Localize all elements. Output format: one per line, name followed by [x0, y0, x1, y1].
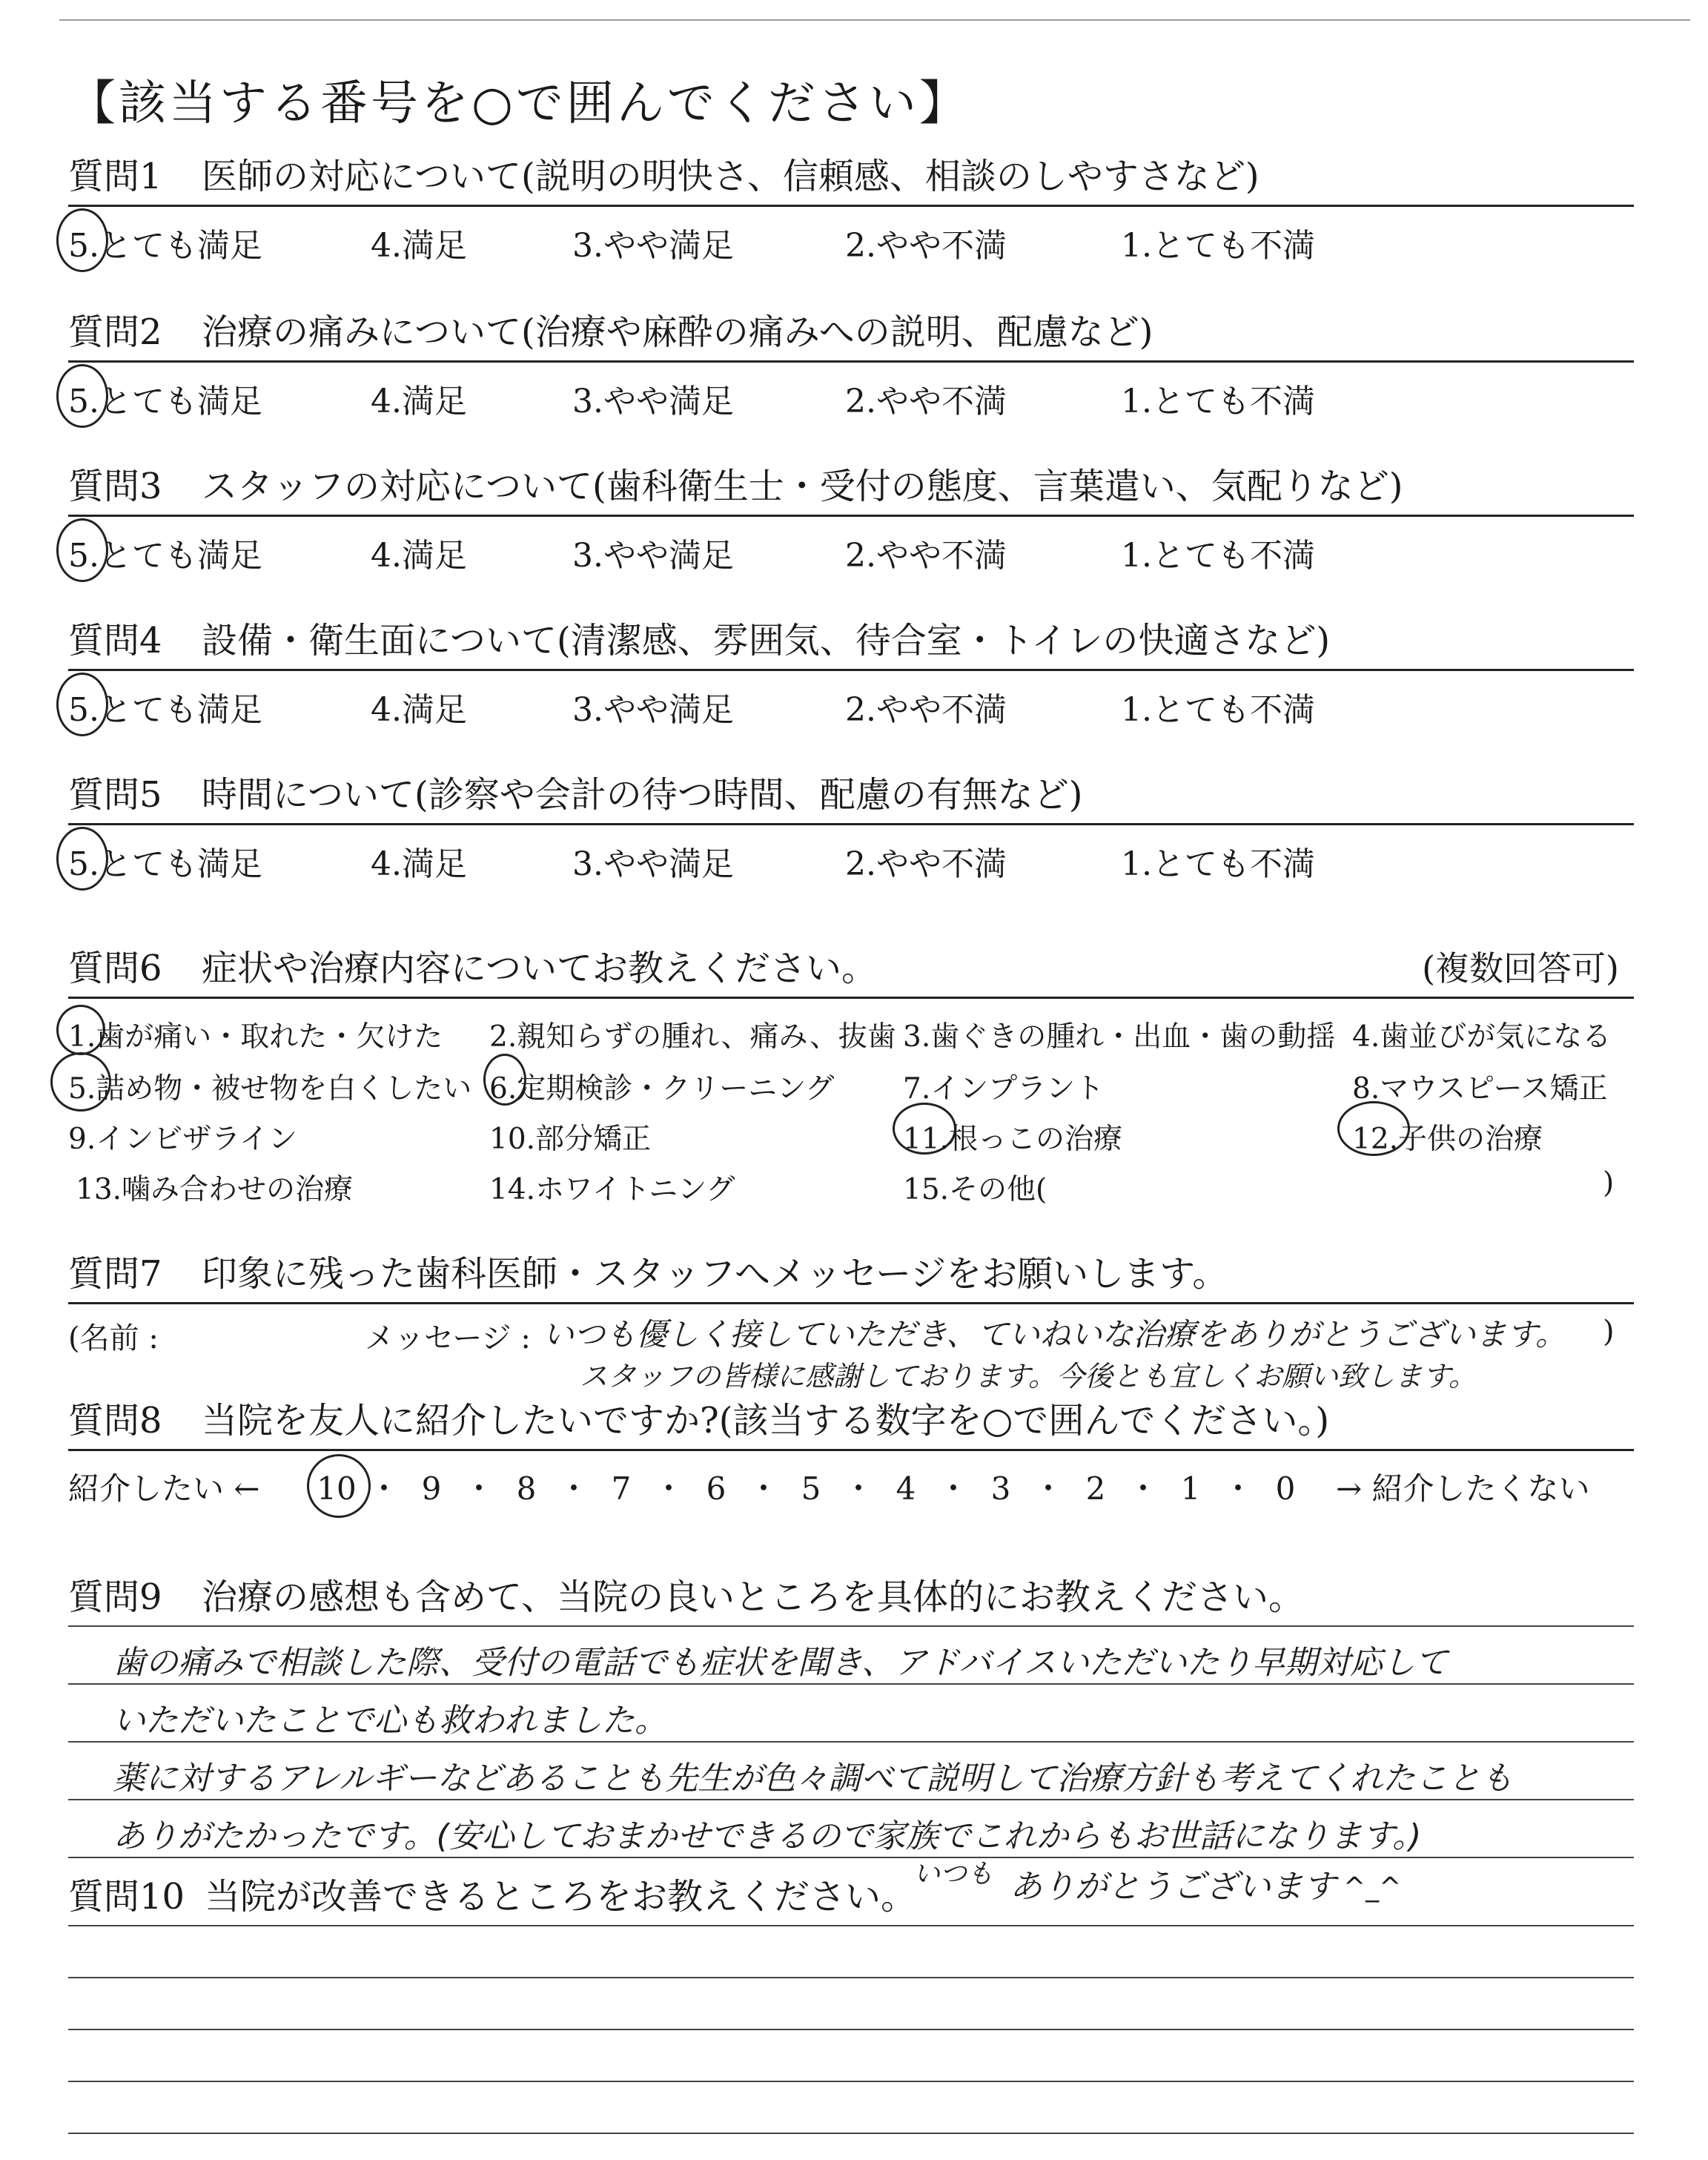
- option-10[interactable]: 10.部分矯正: [489, 1123, 652, 1156]
- answer-line: [68, 2081, 1634, 2082]
- scale-6[interactable]: 6: [706, 1470, 726, 1507]
- option-5[interactable]: 5.とても満足: [68, 691, 262, 729]
- answer-line: [68, 1799, 1634, 1800]
- handwritten-prefix: いつも: [913, 1859, 994, 1889]
- option-5[interactable]: 5.とても満足: [68, 383, 262, 420]
- question-header: [68, 304, 1634, 363]
- answer-lines: [68, 1925, 1634, 2147]
- answer-line: [68, 1857, 1634, 1858]
- option-3[interactable]: 3.やや満足: [572, 845, 734, 883]
- answer-line: [68, 1683, 1634, 1685]
- answer-line: [68, 1977, 1634, 1978]
- scale-9[interactable]: 9: [421, 1470, 442, 1507]
- scale-dot: ・: [1032, 1470, 1064, 1507]
- rating-options: [68, 207, 1634, 265]
- option-14[interactable]: 14.ホワイトニング: [489, 1173, 735, 1206]
- question-header: [68, 940, 1634, 999]
- option-1[interactable]: 1.とても不満: [1121, 537, 1315, 575]
- rating-options: [68, 825, 1634, 883]
- question-10: [68, 1859, 1634, 2147]
- scale-dot: ・: [557, 1470, 589, 1507]
- option-7[interactable]: 7.インプラント: [903, 1072, 1105, 1106]
- recommend-right-label: → 紹介したくない: [1336, 1470, 1590, 1507]
- question-7: [68, 1246, 1634, 1393]
- answer-line: [68, 1925, 1634, 1926]
- name-label: (名前 :: [68, 1321, 159, 1355]
- option-3[interactable]: 3.やや満足: [572, 537, 734, 575]
- option-5[interactable]: 5.詰め物・被せ物を白くしたい: [68, 1072, 472, 1106]
- recommend-scale: [68, 1451, 1634, 1518]
- scale-dot: ・: [747, 1470, 779, 1507]
- handwritten-message-line2: スタッフの皆様に感謝しております。今後とも宜しくお願い致します。: [580, 1360, 1477, 1393]
- question-header: [68, 767, 1634, 825]
- handwritten-thanks: ありがとうございます: [1010, 1868, 1336, 1906]
- option-5[interactable]: 5.とても満足: [68, 845, 262, 883]
- handwritten-message-line1: いつも優しく接していただき、ていねいな治療をありがとうございます。: [543, 1316, 1566, 1353]
- question-number: 質問8: [68, 1400, 162, 1441]
- option-15[interactable]: 15.その他(: [903, 1173, 1047, 1206]
- recommend-left-label: 紹介したい ←: [68, 1470, 260, 1507]
- option-8[interactable]: 8.マウスピース矯正: [1352, 1072, 1608, 1106]
- question-text: 印象に残った歯科医師・スタッフへメッセージをお願いします。: [202, 1253, 1228, 1295]
- message-area: [68, 1304, 1634, 1393]
- scale-0[interactable]: 0: [1275, 1470, 1296, 1507]
- question-3: [68, 458, 1634, 575]
- question-header: [68, 1246, 1634, 1304]
- question-number: 質問10: [68, 1876, 185, 1918]
- page-title: 【該当する番号を○で囲んでください】: [68, 76, 970, 131]
- rating-options: [68, 517, 1634, 575]
- question-header: [68, 1569, 1634, 1625]
- scale-3[interactable]: 3: [990, 1470, 1011, 1507]
- option-4[interactable]: 4.満足: [371, 383, 467, 420]
- question-text: 症状や治療内容についてお教えください。: [202, 948, 878, 989]
- question-text: 時間について(診察や会計の待つ時間、配慮の有無など): [202, 774, 1083, 816]
- option-6[interactable]: 6.定期検診・クリーニング: [489, 1072, 835, 1106]
- question-number: 質問9: [68, 1576, 162, 1618]
- option-2[interactable]: 2.やや不満: [845, 537, 1007, 575]
- answer-line: [68, 2029, 1634, 2030]
- page-top-rule: [59, 19, 1690, 21]
- option-2[interactable]: 2.やや不満: [845, 227, 1007, 265]
- other-close-paren: ): [1603, 1166, 1615, 1200]
- question-number: 質問3: [68, 466, 162, 507]
- option-4[interactable]: 4.満足: [371, 537, 467, 575]
- option-3[interactable]: 3.やや満足: [572, 383, 734, 420]
- scale-dot: ・: [1127, 1470, 1159, 1507]
- option-2[interactable]: 2.やや不満: [845, 845, 1007, 883]
- option-1[interactable]: 1.とても不満: [1121, 691, 1315, 729]
- scale-dot: ・: [937, 1470, 969, 1507]
- symptom-options: [68, 999, 1634, 1221]
- question-text: 治療の痛みについて(治療や麻酔の痛みへの説明、配慮など): [202, 311, 1153, 353]
- option-11[interactable]: 11.根っこの治療: [903, 1123, 1123, 1156]
- option-5[interactable]: 5.とても満足: [68, 227, 262, 265]
- answer-line: [68, 1625, 1634, 1627]
- question-8: [68, 1393, 1634, 1518]
- option-5[interactable]: 5.とても満足: [68, 537, 262, 575]
- rating-options: [68, 671, 1634, 729]
- scale-dot: ・: [368, 1470, 400, 1507]
- question-text: 設備・衛生面について(清潔感、雰囲気、待合室・トイレの快適さなど): [202, 620, 1331, 661]
- option-12[interactable]: 12.子供の治療: [1352, 1123, 1543, 1156]
- scale-7[interactable]: 7: [611, 1470, 632, 1507]
- question-number: 質問2: [68, 311, 162, 353]
- scale-5[interactable]: 5: [801, 1470, 821, 1507]
- question-number: 質問4: [68, 620, 162, 661]
- option-4[interactable]: 4.満足: [371, 691, 467, 729]
- scale-10[interactable]: 10: [317, 1470, 357, 1507]
- question-5: [68, 767, 1634, 883]
- question-header: [68, 458, 1634, 517]
- question-number: 質問5: [68, 774, 162, 816]
- option-1[interactable]: 1.とても不満: [1121, 227, 1315, 265]
- option-1[interactable]: 1.歯が痛い・取れた・欠けた: [68, 1020, 443, 1054]
- rating-options: [68, 363, 1634, 420]
- option-4[interactable]: 4.満足: [371, 227, 467, 265]
- scale-dot: ・: [652, 1470, 684, 1507]
- option-3[interactable]: 3.やや満足: [572, 227, 734, 265]
- question-number: 質問7: [68, 1253, 162, 1295]
- question-header: [68, 148, 1634, 207]
- question-number: 質問6: [68, 948, 162, 989]
- question-header: [68, 1859, 1634, 1925]
- handwritten-answer-line3: 薬に対するアレルギーなどあることも先生が色々調べて説明して治療方針も考えてくれたことも: [113, 1760, 1514, 1797]
- smiley-icon: ^_^: [1343, 1872, 1402, 1903]
- message-close-paren: ): [1603, 1315, 1615, 1349]
- question-2: [68, 304, 1634, 420]
- question-text: スタッフの対応について(歯科衛生士・受付の態度、言葉遣い、気配りなど): [202, 466, 1403, 507]
- question-text: 治療の感想も含めて、当院の良いところを具体的にお教えください。: [202, 1576, 1305, 1618]
- question-header: [68, 612, 1634, 671]
- message-label: メッセージ :: [365, 1321, 531, 1355]
- scale-1[interactable]: 1: [1180, 1470, 1201, 1507]
- option-4[interactable]: 4.歯並びが気になる: [1352, 1020, 1612, 1054]
- scale-dot: ・: [1222, 1470, 1254, 1507]
- option-2[interactable]: 2.やや不満: [845, 691, 1007, 729]
- scale-8[interactable]: 8: [516, 1470, 537, 1507]
- scale-dot: ・: [842, 1470, 874, 1507]
- scale-dot: ・: [463, 1470, 494, 1507]
- option-1[interactable]: 1.とても不満: [1121, 383, 1315, 420]
- handwritten-answer-line2: いただいたことで心も救われました。: [113, 1702, 667, 1740]
- question-1: [68, 148, 1634, 265]
- option-1[interactable]: 1.とても不満: [1121, 845, 1315, 883]
- scale-numbers: [313, 1464, 1309, 1509]
- question-4: [68, 612, 1634, 729]
- answer-line: [68, 2133, 1634, 2134]
- option-13[interactable]: 13.噛み合わせの治療: [76, 1173, 354, 1206]
- option-3[interactable]: 3.やや満足: [572, 691, 734, 729]
- multiple-answer-note: (複数回答可): [1422, 948, 1619, 988]
- question-number: 質問1: [68, 156, 162, 197]
- answer-line: [68, 1741, 1634, 1743]
- option-4[interactable]: 4.満足: [371, 845, 467, 883]
- option-3[interactable]: 3.歯ぐきの腫れ・出血・歯の動揺: [903, 1020, 1336, 1054]
- question-6: [68, 940, 1634, 1221]
- option-9[interactable]: 9.インビザライン: [68, 1123, 298, 1156]
- question-header: [68, 1393, 1634, 1451]
- option-2[interactable]: 2.親知らずの腫れ、痛み、抜歯: [489, 1020, 896, 1054]
- question-text: 医師の対応について(説明の明快さ、信頼感、相談のしやすさなど): [202, 156, 1260, 197]
- question-text: 当院を友人に紹介したいですか?(該当する数字を○で囲んでください。): [202, 1400, 1330, 1441]
- handwritten-answer-line4: ありがたかったです。(安心しておまかせできるので家族でこれからもお世話になります。): [113, 1817, 1422, 1855]
- question-text: 当院が改善できるところをお教えください。: [205, 1876, 917, 1918]
- handwritten-answer-line1: 歯の痛みで相談した際、受付の電話でも症状を聞き、アドバイスいただいたり早期対応して: [113, 1644, 1448, 1682]
- question-9: [68, 1569, 1634, 1915]
- scale-4[interactable]: 4: [896, 1470, 916, 1507]
- scale-2[interactable]: 2: [1085, 1470, 1106, 1507]
- option-2[interactable]: 2.やや不満: [845, 383, 1007, 420]
